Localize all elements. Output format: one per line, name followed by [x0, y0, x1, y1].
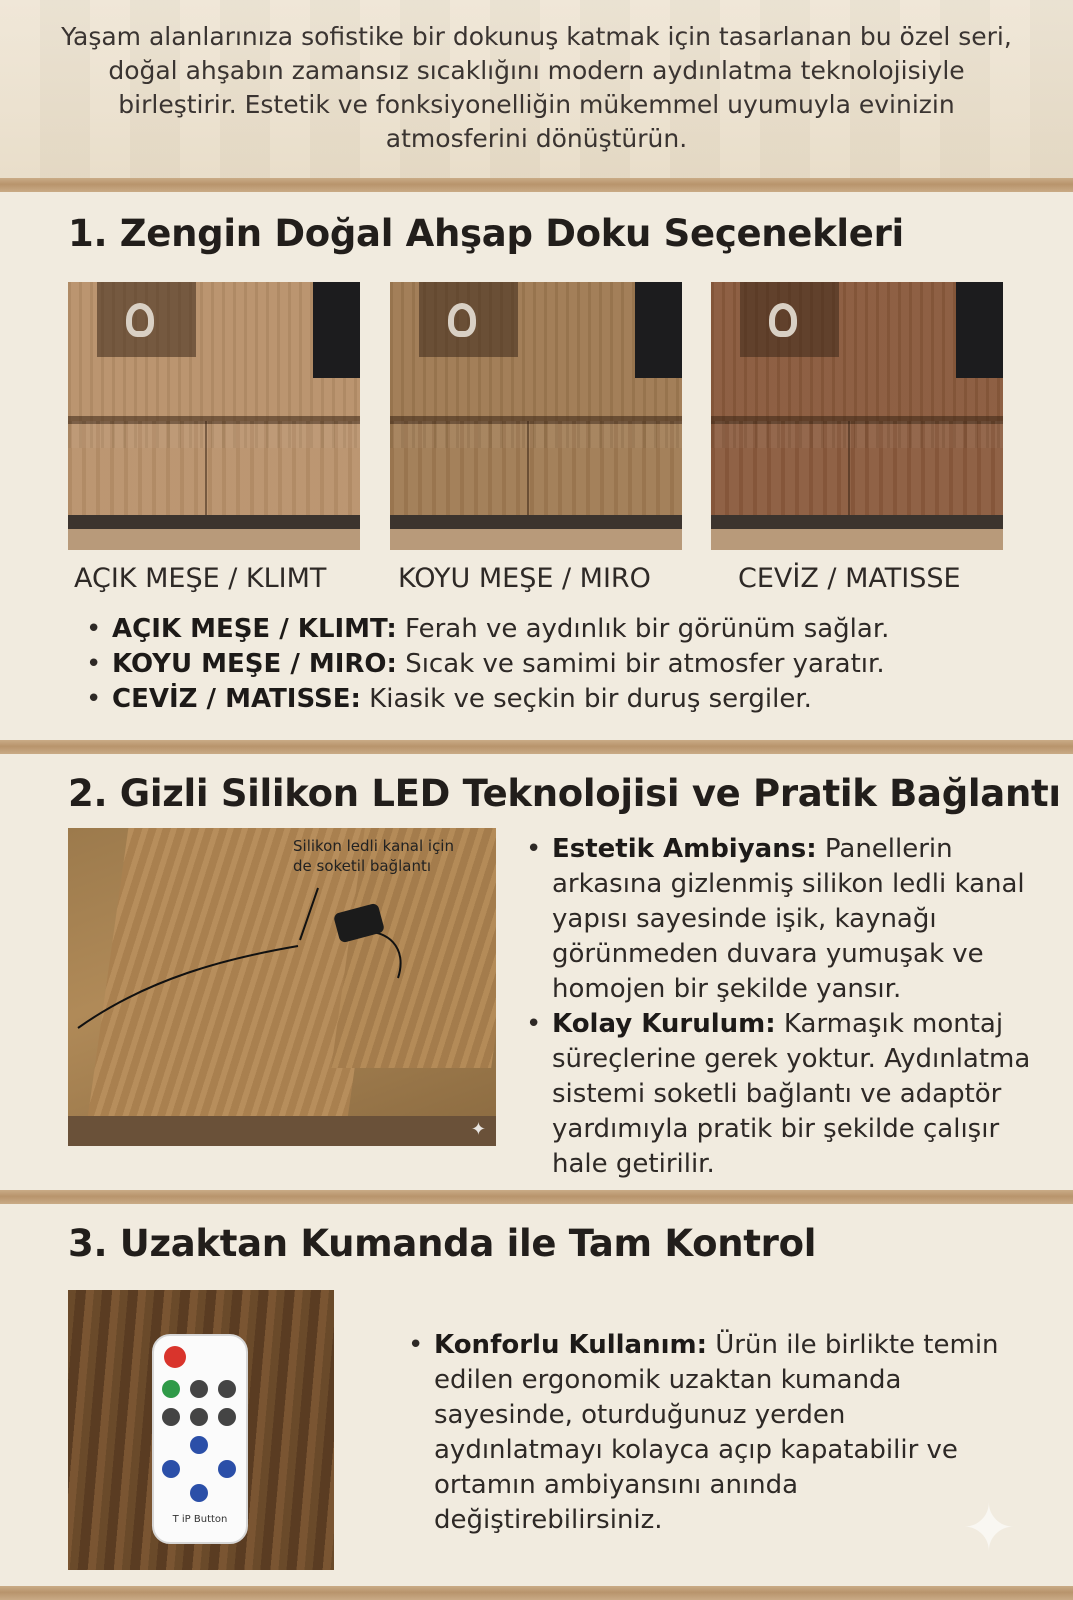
wood-divider [0, 740, 1073, 754]
wood-options-list [84, 612, 1024, 717]
swatch-label: KOYU MEŞE / MIRO [398, 563, 651, 594]
swatch-photo-acik-mese [68, 282, 360, 550]
section-remote [0, 1204, 1073, 1586]
sparkle-icon: ✦ [962, 1492, 1016, 1566]
list-item: • Kolay Kurulum: Karmaşık montaj süreçlerine gerek yoktur. Aydınlatma sistemi soketli bağlantı ve adaptör yardımıyla pratik bir şekilde çalışır hale getirilir. [524, 1007, 1044, 1182]
swatch-photo-koyu-mese [390, 282, 682, 550]
swatch-label: AÇIK MEŞE / KLIMT [74, 563, 327, 594]
wood-divider [0, 1190, 1073, 1204]
section-led [0, 754, 1073, 1190]
section-title: 3. Uzaktan Kumanda ile Tam Kontrol [68, 1222, 817, 1265]
section-title: 2. Gizli Silikon LED Teknolojisi ve Pratik Bağlantı [68, 772, 1061, 815]
list-item: • AÇIK MEŞE / KLIMT: Ferah ve aydınlık bir görünüm sağlar. [84, 612, 1024, 647]
list-item: • CEVİZ / MATISSE: Kiasik ve seçkin bir duruş sergiler. [84, 682, 1024, 717]
remote-photo [68, 1290, 334, 1570]
list-item: • Konforlu Kullanım: Ürün ile birlikte temin edilen ergonomik uzaktan kumanda sayesinde, oturduğunuz yerden aydınlatmayı kolayca açıp kapatabilir ve ortamın ambiyansını anında değiştirebilirsiniz. [406, 1328, 1016, 1538]
sparkle-icon: ✦ [470, 1119, 486, 1140]
swatch-label: CEVİZ / MATISSE [738, 563, 961, 594]
led-features-list [524, 832, 1044, 1182]
section-wood-options [0, 192, 1073, 740]
power-icon [164, 1346, 186, 1368]
wood-divider [0, 1586, 1073, 1600]
list-item: • Estetik Ambiyans: Panellerin arkasına gizlenmiş silikon ledli kanal yapısı sayesinde işik, kaynağı görünmeden duvara yumuşak ve homojen bir şekilde yansır. [524, 832, 1044, 1007]
intro-banner [0, 0, 1073, 178]
section-title: 1. Zengin Doğal Ahşap Doku Seçenekleri [68, 212, 904, 255]
wood-divider [0, 178, 1073, 192]
photo-caption: Silikon ledli kanal için de soketil bağlantı [293, 837, 454, 875]
remote-label: T iP Button [172, 1514, 228, 1525]
swatch-photo-ceviz [711, 282, 1003, 550]
list-item: • KOYU MEŞE / MIRO: Sıcak ve samimi bir atmosfer yaratır. [84, 647, 1024, 682]
led-connection-photo [68, 828, 496, 1146]
remote-features-list [406, 1328, 1016, 1538]
intro-text: Yaşam alanlarınıza sofistike bir dokunuş katmak için tasarlanan bu özel seri, doğal ahşabın zamansız sıcaklığını modern aydınlatma teknolojisiyle birleştirir. Estetik ve fonksiyonelliğin mükemmel uyumuyla evinizin atmosferini dönüştürün. [61, 22, 1012, 153]
remote-control [152, 1334, 248, 1544]
